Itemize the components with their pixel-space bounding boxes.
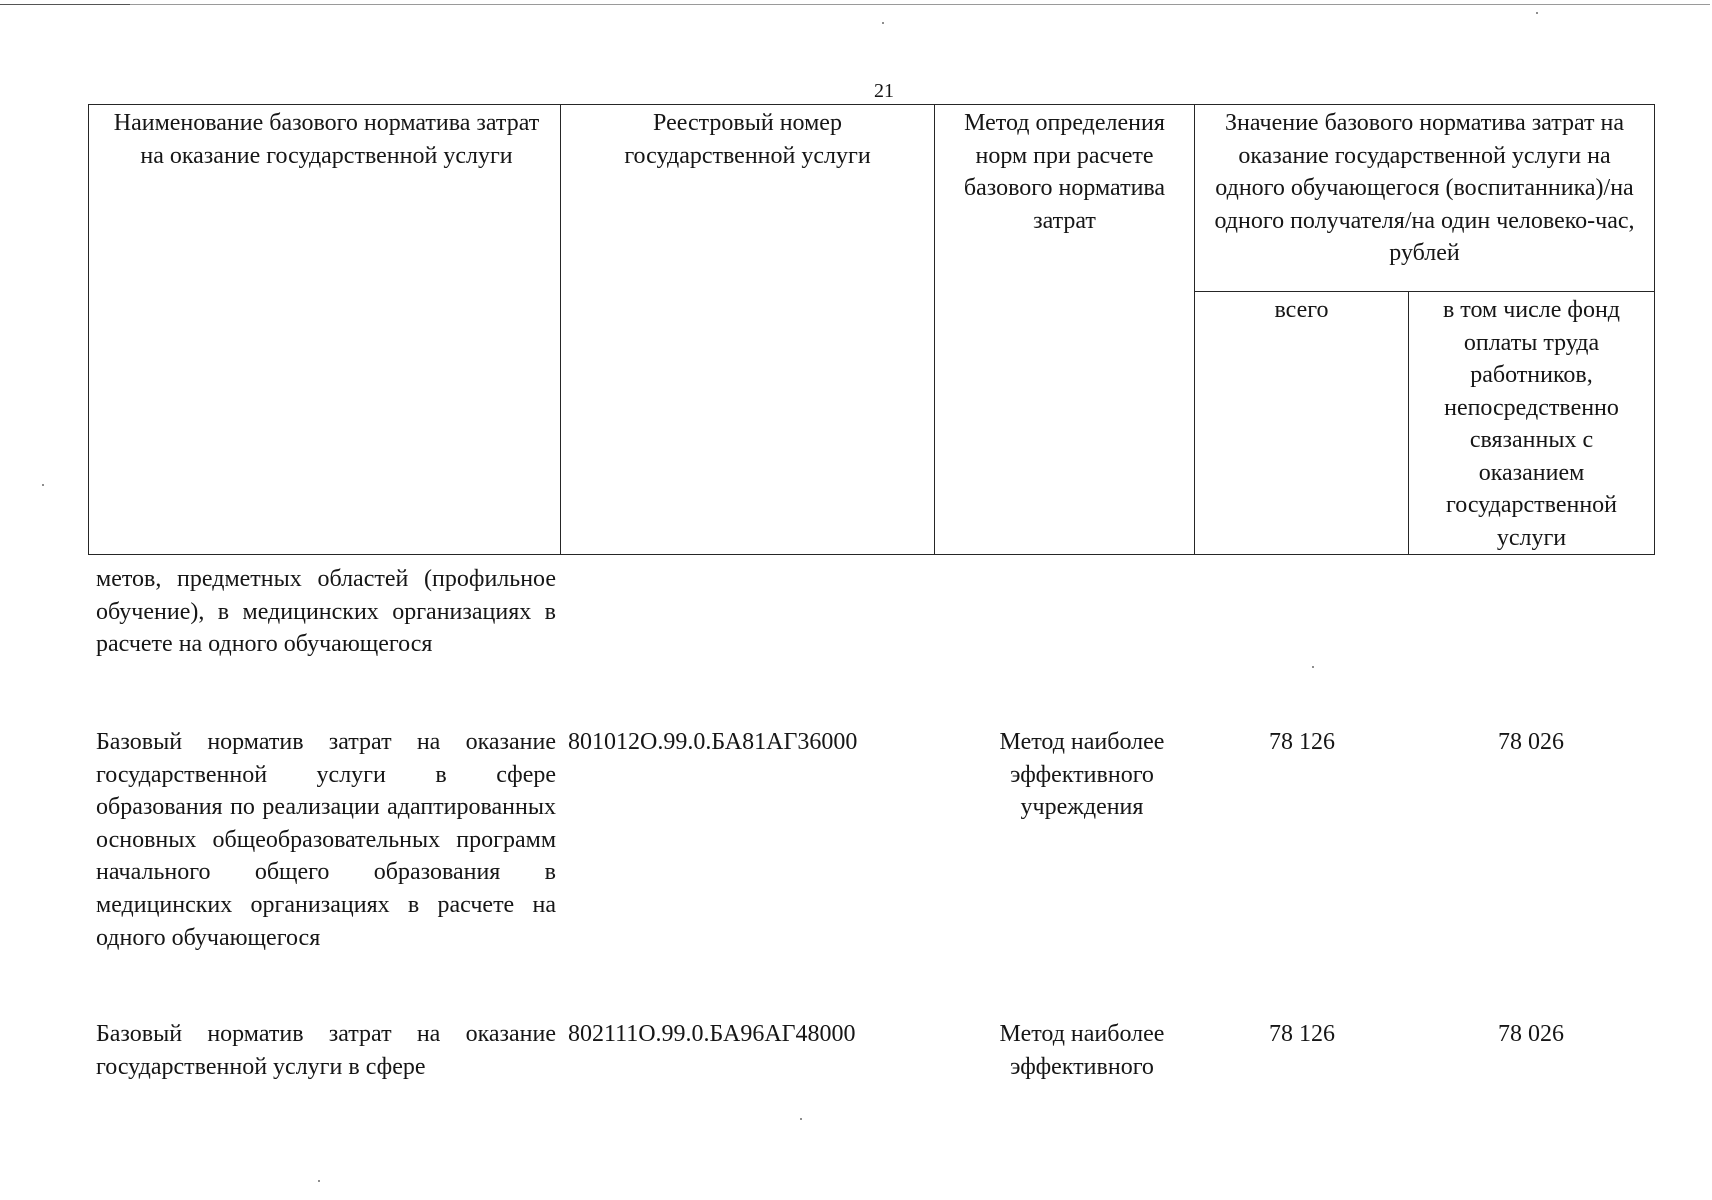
row-name: Базовый норматив затрат на оказание государственной услуги в сфере — [96, 1021, 556, 1080]
scan-edge-line — [130, 4, 1710, 5]
header-method-column: Метод определения норм при расчете базового норматива затрат — [935, 105, 1195, 555]
scan-speck — [1312, 666, 1314, 668]
row-registry-number: 802111О.99.0.БА96АГ48000 — [568, 1021, 856, 1047]
row-method: Метод наиболее эффективного учреждения — [999, 729, 1165, 821]
row-fund-value: 78 026 — [1498, 1021, 1564, 1047]
scan-speck — [318, 1180, 320, 1182]
scan-edge-line — [0, 4, 130, 5]
scan-speck — [800, 1118, 802, 1120]
row-method: Метод наиболее эффективного — [999, 1021, 1165, 1080]
header-registry-column: Реестровый номер государственной услуги — [561, 105, 935, 555]
row-name: Базовый норматив затрат на оказание государственной услуги в сфере образования по реализации адаптированных основных общеобразовательных программ начального общего образования в медицинских организациях в расчете на одного обучающегося — [96, 729, 556, 951]
header-value-column: Значение базового норматива затрат на оказание государственной услуги на одного обучающегося (воспитанника)/на одного получателя/на один человеко-час, рублей — [1195, 105, 1655, 292]
scan-speck — [42, 484, 44, 486]
scan-speck — [882, 22, 884, 24]
row-registry-number: 801012О.99.0.БА81АГ36000 — [568, 729, 858, 755]
row-total-value: 78 126 — [1269, 729, 1335, 755]
row-fund-value: 78 026 — [1498, 729, 1564, 755]
row-name: метов, предметных областей (профильное обучение), в медицинских организациях в расчете на одного обучающегося — [96, 566, 556, 658]
header-fund-subcolumn: в том числе фонд оплаты труда работников, непосредственно связанных с оказанием государственной услуги — [1409, 292, 1655, 555]
header-name-column: Наименование базового норматива затрат на оказание государственной услуги — [89, 105, 561, 555]
page-number: 21 — [874, 80, 894, 102]
header-table — [88, 104, 1655, 555]
header-total-subcolumn: всего — [1195, 292, 1409, 555]
scan-speck — [1536, 12, 1538, 14]
row-total-value: 78 126 — [1269, 1021, 1335, 1047]
